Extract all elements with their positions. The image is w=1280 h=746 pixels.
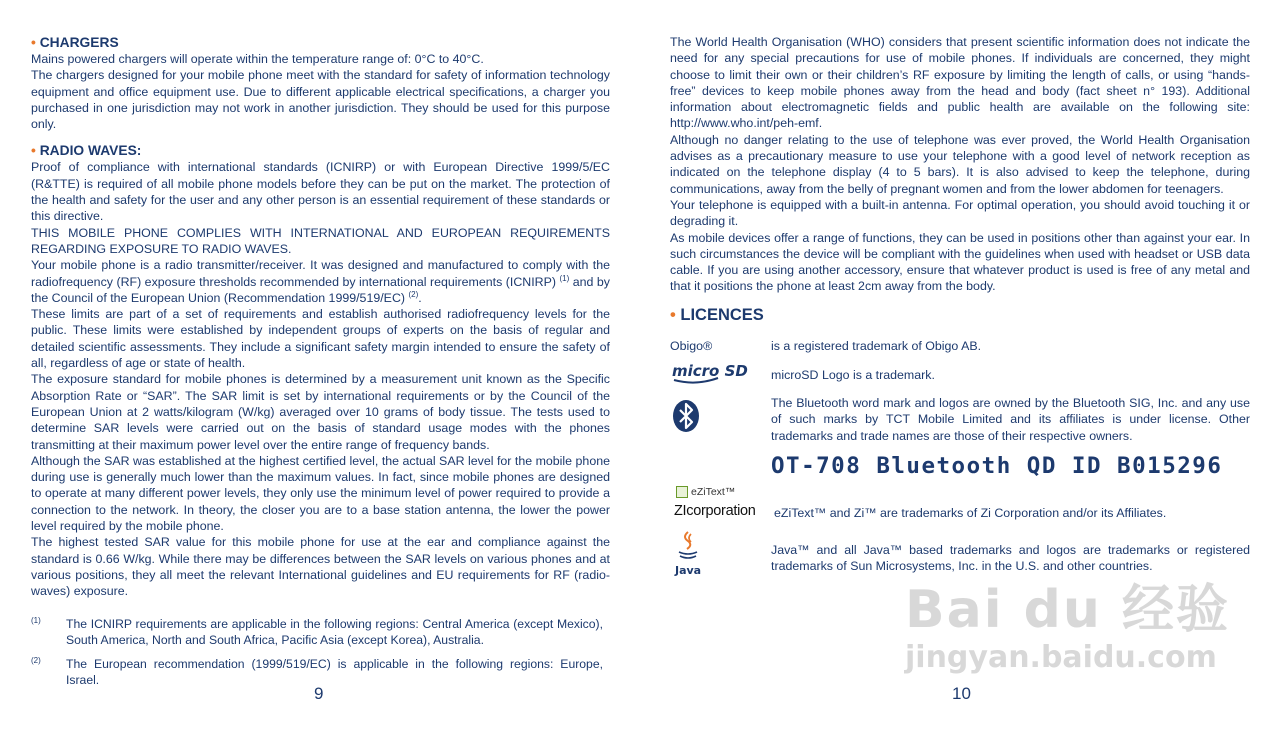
left-page-column [31,34,610,600]
accessory-paragraph: As mobile devices offer a range of functions, they can be used in positions other than against your ear. In such circumstances the device will be compliant with the guidelines when used with headset or USB data cable. If you are using another accessory, ensure that whatever product is used is free of any metal and that it positions the phone at least 2cm away from the body. [670,230,1250,294]
right-page-column [670,34,1250,325]
java-text: Java™ and all Java™ based trademarks and logos are trademarks or registered trademarks of Sun Microsystems, Inc. in the U.S. and other countries. [771,543,1250,574]
radio-paragraph-3: Your mobile phone is a radio transmitter/receiver. It was designed and manufactured to comply with the radiofrequency (RF) exposure thresholds recommended by international requirements (ICNIRP) $^{(1)}$ and by the Council of the European Union (Recommendation 1999/519/EC) $^{(2)}$. [31,258,610,305]
java-logo-text: Java [675,564,702,577]
chargers-heading: • CHARGERS [31,35,119,50]
left-page-number: 9 [314,684,324,703]
chargers-paragraph-2: The chargers designed for your mobile phone meet with the standard for safety of information technology equipment and office equipment use. Due to different applicable electrical specifications, a charger you purchased in one jurisdiction may not work in another jurisdiction. They should be used for this purpose only. [31,68,610,132]
footnote-1 [31,616,603,648]
footnote-1-mark: (1) [31,616,41,625]
precaution-paragraph: Although no danger relating to the use of telephone was ever proved, the World Health Organisation advises as a precautionary measure to use your telephone with a good level of network reception as indicated on the telephone display (4 to 5 bars). It is also advised to keep the telephone, during communications, away from the belly of pregnant women and from the lower abdomen for teenagers. [670,132,1250,196]
footnote-ref-1: (1) [559,273,570,283]
microsd-text: microSD Logo is a trademark. [771,368,935,382]
java-logo-icon [674,528,702,586]
bluetooth-icon [670,399,702,437]
radio-paragraph-1: Proof of compliance with international standards (ICNIRP) or with European Directive 1999/5/EC (R&TTE) is required of all mobile phone models before they can be put on the market. The protection of the health and safety for the user and any other person is an essential requirement of these standards or this directive. [31,160,610,224]
zicorporation-logo: ZIcorporation [674,503,756,519]
radio-paragraph-4: These limits are part of a set of requirements and establish authorised radiofrequency levels for the public. These limits were established by independent groups of experts on the basis of regular and detailed scientific assessments. They include a significant safety margin intended to ensure the safety of all, regardless of age or state of health. [31,307,610,371]
obigo-label: Obigo® [670,339,713,353]
obigo-text: is a registered trademark of Obigo AB. [771,339,982,353]
bluetooth-text: The Bluetooth word mark and logos are owned by the Bluetooth SIG, Inc. and any use of such marks by TCT Mobile Limited and its affiliates is under license. Other trademarks and trade names are those of their respective owners. [771,396,1250,443]
radio-paragraph-2: THIS MOBILE PHONE COMPLIES WITH INTERNATIONAL AND EUROPEAN REQUIREMENTS REGARDING EXPOSURE TO RADIO WAVES. [31,225,610,256]
radio-paragraph-5: The exposure standard for mobile phones is determined by a measurement unit known as the Specific Absorption Rate or “SAR”. The SAR limit is set by international requirements or by the Council of the European Union at 2 watts/kilogram (W/kg) averaged over 10 grams of body tissue. The tests used to determine SAR levels were carried out on the basis of standard usage modes with the phones transmitting at their maximum power level over the entire range of frequency bands. [31,372,610,452]
ezitext-logo-icon [676,486,688,498]
ezitext-text: eZiText™ and Zi™ are trademarks of Zi Corporation and/or its Affiliates. [774,506,1167,520]
footnote-2-mark: (2) [31,656,41,665]
antenna-paragraph: Your telephone is equipped with a built-in antenna. For optimal operation, you should avoid touching it or degrading it. [670,197,1250,229]
microsd-logo-text: micro SD [672,362,748,380]
baidu-watermark-brand: Bai du 经验 [905,580,1230,640]
bluetooth-qd-id: OT-708 Bluetooth QD ID B015296 [771,453,1223,479]
ezitext-logo: eZiText™ [676,484,735,500]
radio-paragraph-7: The highest tested SAR value for this mobile phone for use at the ear and compliance against the standard is 0.66 W/kg. While there may be differences between the SAR levels on various phones and at various positions, they all meet the relevant International guidelines and EU requirements for RF (radio-waves) exposure. [31,535,610,599]
radio-paragraph-6: Although the SAR was established at the highest certified level, the actual SAR level for the mobile phone during use is generally much lower than the maximum values. In fact, since mobile phones are designed to operate at many different power levels, they only use the minimum level of power required to provide a connection to the network. In theory, the closer you are to a base station antenna, the lower the power level required by the mobile phone. [31,453,610,534]
right-page-number: 10 [952,684,971,703]
footnote-ref-2: (2) [408,289,419,299]
licences-heading: • LICENCES [670,305,764,324]
footnote-2-text: The European recommendation (1999/519/EC) is applicable in the following regions: Europe, Israel. [66,657,603,687]
chargers-paragraph-1: Mains powered chargers will operate within the temperature range of: 0°C to 40°C. [31,52,484,66]
radio-waves-heading: • RADIO WAVES: [31,143,142,159]
baidu-watermark-url: jingyan.baidu.com [905,640,1217,675]
footnote-1-text: The ICNIRP requirements are applicable in the following regions: Central America (except Mexico), South America, North and South Africa, Pacific Asia (except Korea), Australia. [66,617,603,647]
baidu-watermark [905,580,1230,676]
who-paragraph: The World Health Organisation (WHO) considers that present scientific information does not indicate the need for any special precautions for use of mobile phones. If individuals are concerned, they might choose to limit their own or their children’s RF exposure by limiting the length of calls, or using “hands-free” devices to keep mobile phones away from the head and body (fact sheet n° 193). Additional information about electromagnetic fields and public health are available on the following site: http://www.who.int/peh-emf. [670,35,1250,131]
microsd-logo-icon [670,360,748,390]
